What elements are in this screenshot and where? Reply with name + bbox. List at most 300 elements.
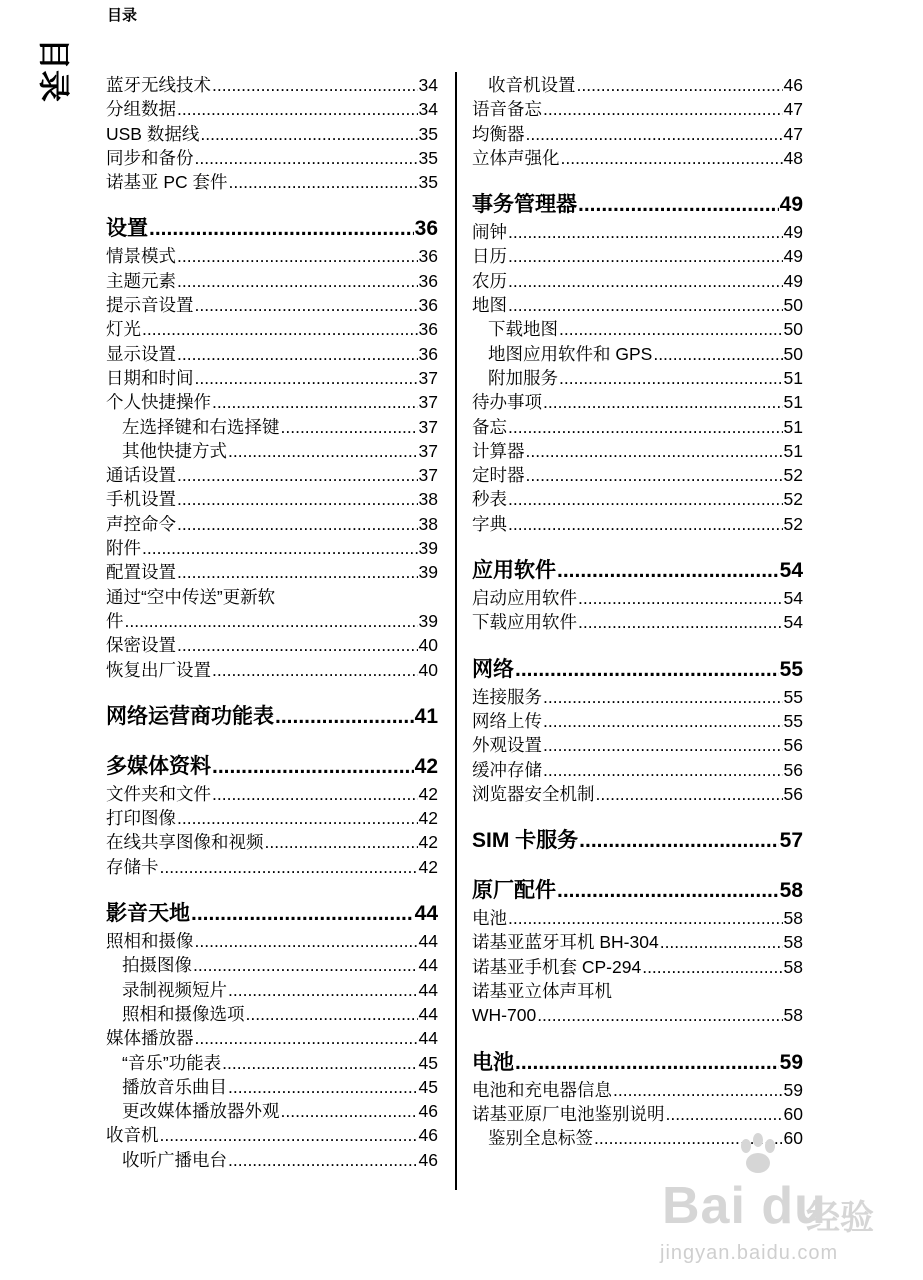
dot-leader: [177, 269, 418, 293]
toc-right-column: [472, 73, 803, 1151]
toc-entry-label: 显示设置: [106, 343, 176, 364]
toc-page-number: 38: [418, 489, 438, 510]
toc-entry[interactable]: [472, 97, 803, 121]
toc-entry[interactable]: [106, 585, 438, 609]
toc-entry-label: 文件夹和文件: [106, 783, 211, 804]
toc-page-number: 37: [418, 416, 438, 437]
toc-entry[interactable]: [472, 366, 803, 390]
dot-leader: [666, 1102, 783, 1126]
toc-page-number: 39: [418, 610, 438, 631]
toc-entry-label: 下载应用软件: [472, 612, 577, 633]
toc-entry[interactable]: [106, 366, 438, 390]
toc-entry-label: “音乐”功能表: [122, 1052, 222, 1073]
dot-leader: [281, 1099, 418, 1123]
toc-page-number: 56: [783, 759, 803, 780]
toc-entry[interactable]: [106, 293, 438, 317]
toc-page-number: 42: [418, 783, 438, 804]
toc-page-number: 51: [783, 440, 803, 461]
toc-entry-label: SIM 卡服务: [472, 829, 579, 853]
dot-leader: [149, 214, 414, 244]
dot-leader: [275, 702, 414, 732]
dot-leader: [212, 390, 418, 414]
dot-leader: [228, 978, 418, 1002]
paw-logo-icon: [736, 1132, 780, 1176]
dot-leader: [228, 439, 418, 463]
toc-page-number: 52: [783, 489, 803, 510]
toc-page-number: 50: [783, 319, 803, 340]
dot-leader: [543, 709, 783, 733]
toc-entry[interactable]: [472, 390, 803, 414]
dot-leader: [559, 317, 783, 341]
toc-entry-label: 诺基亚手机套 CP-294: [472, 956, 642, 977]
toc-entry[interactable]: [106, 342, 438, 366]
dot-leader: [212, 658, 418, 682]
toc-entry[interactable]: [472, 122, 803, 146]
toc-entry-label: 农历: [472, 270, 507, 291]
toc-entry[interactable]: [106, 1148, 438, 1172]
toc-entry-label: 通话设置: [106, 465, 176, 486]
dot-leader: [508, 244, 783, 268]
toc-entry-label: 日历: [472, 246, 507, 267]
dot-leader: [177, 463, 418, 487]
toc-page-number: 39: [418, 538, 438, 559]
dot-leader: [246, 1002, 418, 1026]
toc-page-number: 45: [418, 1076, 438, 1097]
toc-entry-label: 多媒体资料: [106, 754, 211, 778]
toc-entry[interactable]: [106, 487, 438, 511]
dot-leader: [177, 806, 418, 830]
toc-entry[interactable]: [106, 1099, 438, 1123]
toc-entry-label: 闹钟: [472, 222, 507, 243]
toc-entry-label: 同步和备份: [106, 147, 194, 168]
toc-entry[interactable]: [106, 97, 438, 121]
toc-entry-label: 连接服务: [472, 686, 542, 707]
toc-entry[interactable]: [106, 269, 438, 293]
dot-leader: [543, 733, 783, 757]
dot-leader: [543, 97, 783, 121]
toc-entry[interactable]: [106, 830, 438, 854]
toc-entry[interactable]: [472, 293, 803, 317]
toc-page-number: 44: [418, 955, 438, 976]
toc-entry-label: 收听广播电台: [122, 1149, 227, 1170]
toc-entry-label: 诺基亚立体声耳机: [472, 981, 612, 1002]
toc-entry-label: 收音机设置: [488, 75, 576, 95]
dot-leader: [579, 826, 778, 856]
dot-leader: [561, 146, 783, 170]
toc-entry[interactable]: [472, 220, 803, 244]
toc-page-number: 46: [418, 1125, 438, 1146]
toc-entry[interactable]: [472, 415, 803, 439]
toc-entry-label: 网络: [472, 657, 514, 681]
toc-entry[interactable]: [106, 953, 438, 977]
dot-leader: [578, 190, 779, 220]
toc-entry-label: 下载地图: [488, 319, 558, 340]
toc-entry-label: 计算器: [472, 440, 525, 461]
toc-page-number: 39: [418, 562, 438, 583]
toc-page-number: 34: [418, 75, 438, 95]
dot-leader: [578, 586, 783, 610]
toc-entry-label: 恢复出厂设置: [106, 659, 211, 680]
dot-leader: [177, 487, 418, 511]
section-gap: [472, 806, 803, 826]
toc-entry-label: 存储卡: [106, 856, 159, 877]
toc-entry-label: 语音备忘: [472, 99, 542, 120]
section-gap: [106, 732, 438, 752]
dot-leader: [177, 97, 418, 121]
toc-entry[interactable]: [472, 512, 803, 536]
dot-leader: [642, 955, 782, 979]
toc-page-number: 46: [418, 1101, 438, 1122]
toc-entry[interactable]: [472, 586, 803, 610]
toc-entry[interactable]: [472, 1078, 803, 1102]
toc-section-heading[interactable]: [472, 190, 803, 220]
section-gap: [472, 856, 803, 876]
dot-leader: [577, 73, 783, 97]
toc-entry-label: 电池和充电器信息: [472, 1079, 612, 1100]
toc-entry-label: 通过“空中传送”更新软: [106, 586, 276, 607]
dot-leader: [142, 536, 418, 560]
toc-entry-label: 打印图像: [106, 808, 176, 829]
dot-leader: [653, 342, 782, 366]
toc-section-heading[interactable]: [472, 876, 803, 906]
toc-page-number: 49: [779, 193, 803, 217]
toc-entry-label: 影音天地: [106, 902, 190, 926]
column-divider: [455, 72, 457, 1190]
toc-entry[interactable]: [106, 463, 438, 487]
toc-entry[interactable]: [106, 415, 438, 439]
toc-entry-label: 地图: [472, 295, 507, 316]
toc-entry-label: 照相和摄像: [106, 931, 194, 952]
toc-page-number: 55: [779, 657, 803, 681]
toc-entry[interactable]: [472, 709, 803, 733]
toc-entry[interactable]: [106, 244, 438, 268]
toc-entry-label: 更改媒体播放器外观: [122, 1101, 280, 1122]
toc-page-number: 60: [783, 1128, 803, 1149]
toc-section-heading[interactable]: [472, 556, 803, 586]
toc-entry[interactable]: [472, 610, 803, 634]
dot-leader: [281, 415, 418, 439]
toc-section-heading[interactable]: [472, 826, 803, 856]
dot-leader: [515, 655, 779, 685]
dot-leader: [228, 1075, 418, 1099]
toc-entry-label: 在线共享图像和视频: [106, 832, 264, 853]
section-gap: [472, 536, 803, 556]
toc-entry-label: 待办事项: [472, 392, 542, 413]
toc-entry-label: 事务管理器: [472, 193, 577, 217]
dot-leader: [543, 390, 783, 414]
toc-page-number: 35: [418, 172, 438, 193]
toc-page-number: 36: [418, 246, 438, 267]
toc-page-number: 49: [783, 222, 803, 243]
dot-leader: [177, 633, 418, 657]
section-gap: [472, 1028, 803, 1048]
toc-entry-label: USB 数据线: [106, 123, 200, 144]
dot-leader: [508, 906, 783, 930]
dot-leader: [177, 560, 418, 584]
dot-leader: [508, 512, 783, 536]
toc-page-number: 37: [418, 465, 438, 486]
toc-entry-label: 手机设置: [106, 489, 176, 510]
toc-page-number: 58: [783, 956, 803, 977]
toc-section-heading[interactable]: [106, 752, 438, 782]
dot-leader: [537, 1003, 782, 1027]
dot-leader: [160, 855, 418, 879]
dot-leader: [578, 610, 783, 634]
toc-entry[interactable]: [106, 633, 438, 657]
toc-entry-label: 左选择键和右选择键: [122, 416, 280, 437]
toc-entry[interactable]: [472, 955, 803, 979]
dot-leader: [142, 317, 418, 341]
toc-entry-label: 诺基亚蓝牙耳机 BH-304: [472, 932, 659, 953]
dot-leader: [543, 685, 783, 709]
toc-page-number: 58: [779, 879, 803, 903]
toc-page-number: 44: [418, 1003, 438, 1024]
toc-entry-label: 定时器: [472, 465, 525, 486]
toc-section-heading[interactable]: [472, 655, 803, 685]
toc-page-number: 58: [783, 908, 803, 929]
baidu-jingyan-watermark: [656, 1132, 916, 1280]
toc-entry[interactable]: [472, 1102, 803, 1126]
side-section-title: 目录: [35, 38, 73, 103]
dot-leader: [229, 170, 418, 194]
watermark-logo-text: Bai du: [662, 1177, 827, 1235]
dot-leader: [557, 876, 779, 906]
dot-leader: [200, 122, 417, 146]
toc-entry[interactable]: [106, 929, 438, 953]
toc-page-number: 50: [783, 343, 803, 364]
toc-page-number: 52: [783, 465, 803, 486]
toc-page-number: 60: [783, 1103, 803, 1124]
toc-entry[interactable]: [472, 342, 803, 366]
toc-page-number: 46: [783, 75, 803, 95]
toc-page-number: 41: [414, 704, 438, 728]
toc-entry[interactable]: [106, 855, 438, 879]
toc-entry[interactable]: [106, 1026, 438, 1050]
toc-entry[interactable]: [472, 733, 803, 757]
toc-page-number: 50: [783, 295, 803, 316]
dot-leader: [526, 439, 783, 463]
dot-leader: [195, 1026, 418, 1050]
toc-page-number: 47: [783, 123, 803, 144]
toc-page-number: 37: [418, 440, 438, 461]
toc-entry[interactable]: [106, 658, 438, 682]
toc-page-number: 51: [783, 416, 803, 437]
toc-entry-label: 应用软件: [472, 559, 556, 583]
toc-entry[interactable]: [472, 269, 803, 293]
toc-entry-label: 字典: [472, 513, 507, 534]
toc-entry[interactable]: [472, 146, 803, 170]
toc-page-number: 36: [418, 295, 438, 316]
toc-entry[interactable]: [106, 1051, 438, 1075]
toc-entry-label: 均衡器: [472, 123, 525, 144]
toc-entry-label: 外观设置: [472, 735, 542, 756]
toc-page-number: 44: [418, 1028, 438, 1049]
toc-page-number: 42: [414, 754, 438, 778]
toc-page-number: 58: [783, 932, 803, 953]
dot-leader: [191, 899, 414, 929]
toc-page-number: 36: [418, 343, 438, 364]
toc-entry-label: 播放音乐曲目: [122, 1076, 227, 1097]
toc-entry-label: 媒体播放器: [106, 1028, 194, 1049]
toc-entry[interactable]: [106, 170, 438, 194]
toc-entry[interactable]: [472, 487, 803, 511]
dot-leader: [160, 1123, 418, 1147]
toc-left-column: [106, 73, 438, 1172]
toc-page-number: 49: [783, 270, 803, 291]
dot-leader: [195, 293, 418, 317]
toc-page-number: 44: [414, 902, 438, 926]
toc-entry[interactable]: [106, 782, 438, 806]
dot-leader: [228, 1148, 418, 1172]
dot-leader: [508, 415, 783, 439]
toc-entry-label: 收音机: [106, 1125, 159, 1146]
toc-page-number: 44: [418, 979, 438, 1000]
toc-page-number: 42: [418, 856, 438, 877]
toc-entry-label: 照相和摄像选项: [122, 1003, 245, 1024]
toc-page-number: 46: [418, 1149, 438, 1170]
toc-entry-label: 设置: [106, 217, 148, 241]
toc-page-number: 35: [418, 123, 438, 144]
toc-entry-label: 启动应用软件: [472, 588, 577, 609]
toc-entry[interactable]: [106, 317, 438, 341]
toc-entry[interactable]: [106, 978, 438, 1002]
toc-entry[interactable]: [106, 122, 438, 146]
toc-entry-label: 电池: [472, 908, 507, 929]
dot-leader: [508, 220, 783, 244]
toc-entry-label: 诺基亚原厂电池鉴别说明: [472, 1103, 665, 1124]
toc-entry[interactable]: [472, 1003, 803, 1027]
toc-entry[interactable]: [472, 685, 803, 709]
toc-entry-label: 日期和时间: [106, 367, 194, 388]
dot-leader: [543, 758, 783, 782]
toc-entry[interactable]: [472, 317, 803, 341]
toc-entry[interactable]: [106, 390, 438, 414]
toc-entry[interactable]: [106, 1002, 438, 1026]
section-gap: [106, 682, 438, 702]
toc-page-number: 57: [779, 829, 803, 853]
toc-entry-label: 网络运营商功能表: [106, 704, 274, 728]
dot-leader: [526, 463, 783, 487]
toc-entry[interactable]: [106, 609, 438, 633]
toc-page-number: 47: [783, 99, 803, 120]
toc-entry[interactable]: [472, 463, 803, 487]
toc-page-number: 59: [783, 1079, 803, 1100]
toc-section-heading[interactable]: [106, 214, 438, 244]
toc-entry[interactable]: [106, 1123, 438, 1147]
dot-leader: [508, 269, 783, 293]
toc-entry-label: 秒表: [472, 489, 507, 510]
toc-entry[interactable]: [106, 536, 438, 560]
toc-page-number: 51: [783, 392, 803, 413]
toc-section-heading[interactable]: [106, 899, 438, 929]
toc-entry-label: 配置设置: [106, 562, 176, 583]
toc-page-number: 36: [418, 319, 438, 340]
toc-section-heading[interactable]: [472, 1048, 803, 1078]
toc-entry-label: 诺基亚 PC 套件: [106, 172, 228, 193]
toc-entry-label: 地图应用软件和 GPS: [488, 343, 653, 364]
section-gap: [472, 170, 803, 190]
toc-entry[interactable]: [472, 979, 803, 1003]
toc-entry[interactable]: [106, 439, 438, 463]
toc-entry[interactable]: [472, 758, 803, 782]
toc-page-number: 49: [783, 246, 803, 267]
toc-entry[interactable]: [106, 1075, 438, 1099]
toc-entry-label: 备忘: [472, 416, 507, 437]
toc-entry[interactable]: [472, 73, 803, 97]
toc-entry-label: 蓝牙无线技术: [106, 75, 211, 95]
toc-entry-label: 录制视频短片: [122, 979, 227, 1000]
toc-entry-label: 分组数据: [106, 99, 176, 120]
dot-leader: [613, 1078, 783, 1102]
toc-page-number: 59: [779, 1050, 803, 1074]
dot-leader: [526, 122, 783, 146]
toc-page-number: 54: [783, 588, 803, 609]
dot-leader: [212, 752, 414, 782]
dot-leader: [559, 366, 783, 390]
dot-leader: [177, 512, 418, 536]
dot-leader: [212, 73, 418, 97]
toc-entry[interactable]: [106, 560, 438, 584]
section-gap: [106, 879, 438, 899]
toc-entry-label: 主题元素: [106, 270, 176, 291]
toc-page-number: 42: [418, 808, 438, 829]
toc-entry[interactable]: [472, 906, 803, 930]
toc-entry[interactable]: [106, 806, 438, 830]
toc-entry-label: 原厂配件: [472, 879, 556, 903]
toc-page-number: 42: [418, 832, 438, 853]
toc-entry-label: 缓冲存储: [472, 759, 542, 780]
dot-leader: [508, 293, 783, 317]
toc-page-number: 45: [418, 1052, 438, 1073]
toc-entry-label: 网络上传: [472, 710, 542, 731]
toc-page-number: 56: [783, 783, 803, 804]
toc-page-number: 58: [783, 1005, 803, 1026]
dot-leader: [508, 487, 783, 511]
toc-section-heading[interactable]: [106, 702, 438, 732]
toc-page-number: 51: [783, 367, 803, 388]
toc-entry-label: 件: [106, 610, 124, 631]
watermark-url: jingyan.baidu.com: [660, 1242, 839, 1264]
toc-page-number: 38: [418, 513, 438, 534]
toc-entry[interactable]: [472, 782, 803, 806]
toc-entry[interactable]: [106, 146, 438, 170]
toc-entry-label: 声控命令: [106, 513, 176, 534]
section-gap: [472, 635, 803, 655]
toc-entry-label: 提示音设置: [106, 295, 194, 316]
toc-entry-label: 浏览器安全机制: [472, 783, 595, 804]
toc-page-number: 40: [418, 635, 438, 656]
toc-entry[interactable]: [472, 930, 803, 954]
toc-page-number: 54: [783, 612, 803, 633]
toc-page-number: 55: [783, 710, 803, 731]
toc-entry[interactable]: [106, 512, 438, 536]
toc-entry-label: 鉴别全息标签: [488, 1128, 593, 1149]
toc-page-number: 37: [418, 367, 438, 388]
toc-entry-label: 立体声强化: [472, 147, 560, 168]
toc-entry[interactable]: [106, 73, 438, 97]
toc-entry[interactable]: [472, 439, 803, 463]
dot-leader: [193, 953, 418, 977]
toc-entry[interactable]: [472, 244, 803, 268]
dot-leader: [195, 146, 418, 170]
toc-entry-label: 其他快捷方式: [122, 440, 227, 461]
dot-leader: [660, 930, 783, 954]
toc-page-number: 48: [783, 147, 803, 168]
toc-page-number: 52: [783, 513, 803, 534]
toc-page-number: 34: [418, 99, 438, 120]
toc-entry-label: 保密设置: [106, 635, 176, 656]
toc-page-number: 44: [418, 931, 438, 952]
